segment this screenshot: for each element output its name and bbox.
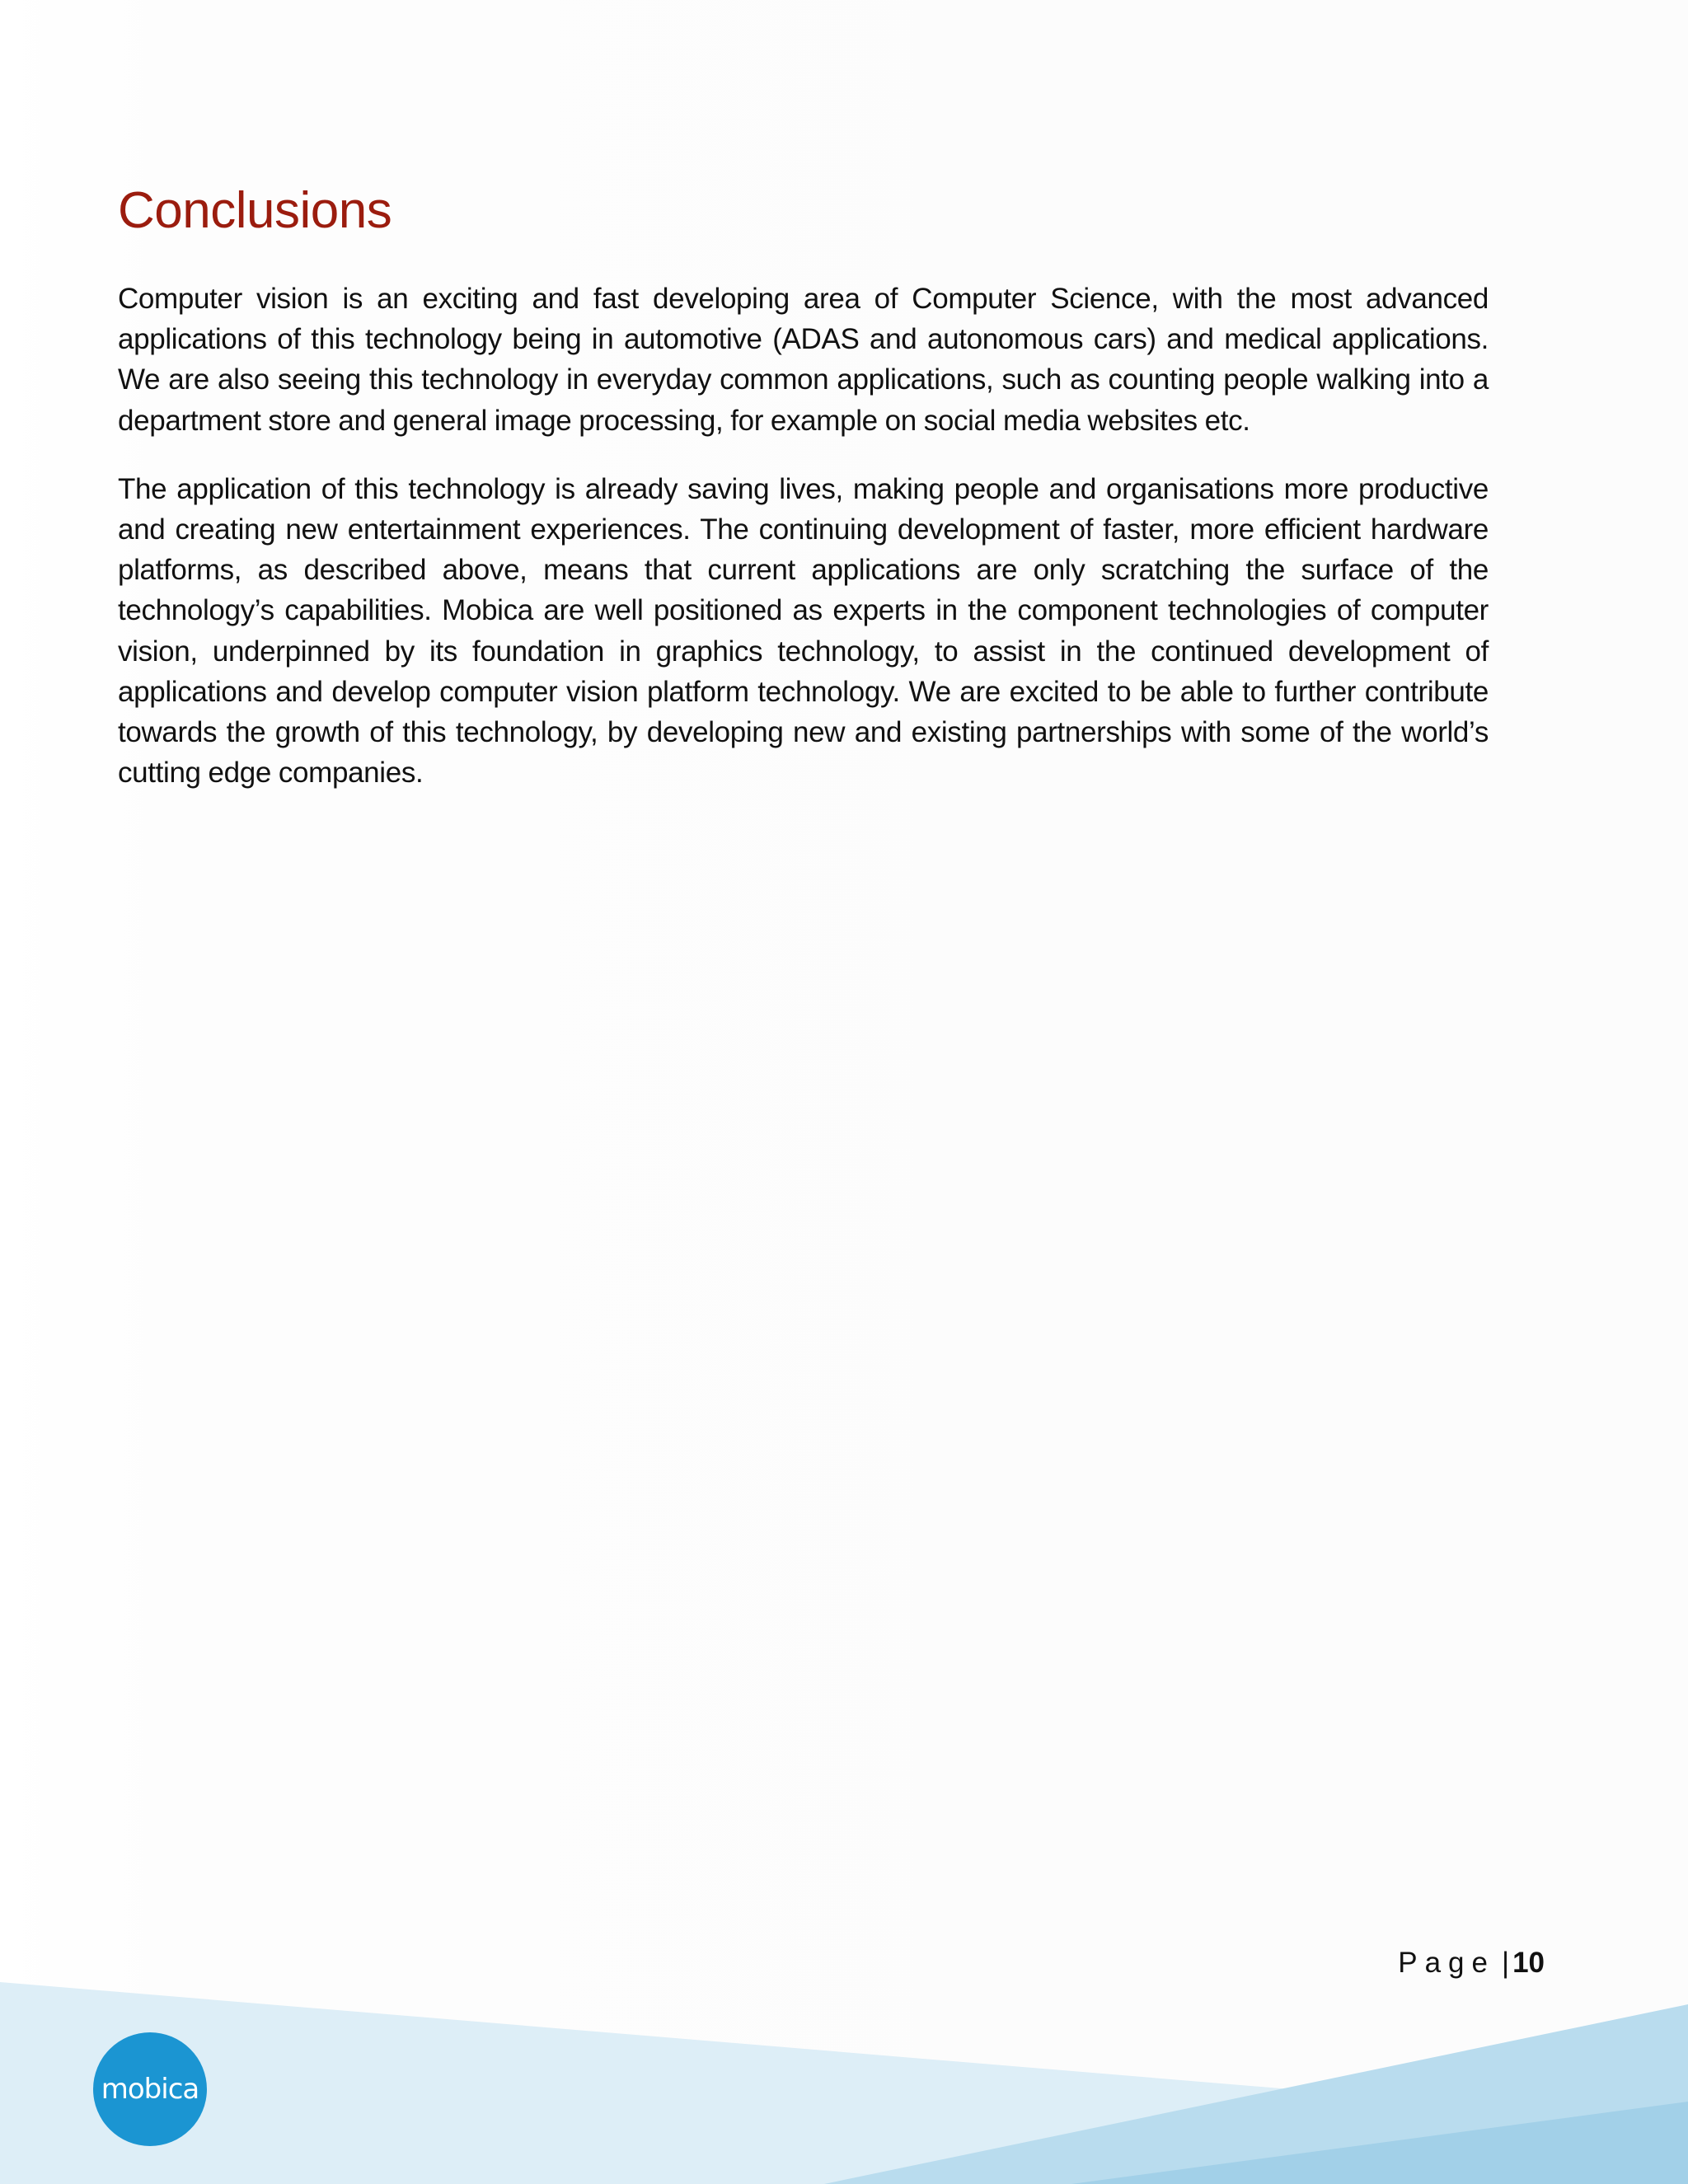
- logo-text: mobica: [101, 2073, 199, 2106]
- page-number-value: 10: [1512, 1947, 1545, 1979]
- body-content: [118, 279, 1489, 821]
- page-label: Page: [1398, 1947, 1495, 1979]
- paragraph-2: The application of this technology is already saving lives, making people and organisations more productive and creating new entertainment experiences. The continuing development of faster, more efficient hardware platforms, as described above, means that current applications are only scratching the surface of the technology’s capabilities. Mobica are well positioned as experts in the component technologies of computer vision, underpinned by its foundation in graphics technology, to assist in the continued development of applications and develop computer vision platform technology. We are excited to be able to further contribute towards the growth of this technology, by developing new and existing partnerships with some of the world’s cutting edge companies.: [118, 472, 1489, 790]
- page-separator: |: [1501, 1947, 1510, 1979]
- mobica-logo: [93, 2032, 207, 2146]
- page-title: Conclusions: [118, 182, 392, 239]
- paragraph-1: Computer vision is an exciting and fast developing area of Computer Science, with the most advanced applications of this technology being in automotive (ADAS and autonomous cars) and medical applications. We are also seeing this technology in everyday common applications, such as counting people walking into a department store and general image processing, for example on social media websites etc.: [118, 283, 1489, 437]
- footer-wave-decoration: [0, 1961, 1688, 2184]
